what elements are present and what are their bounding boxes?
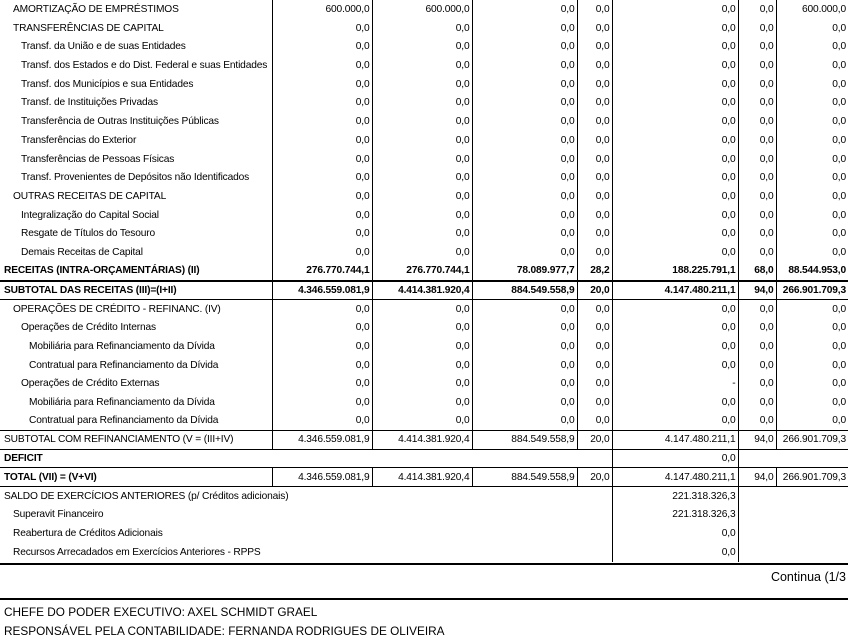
table-row bbox=[0, 56, 848, 75]
row-value: 884.549.558,9 bbox=[472, 281, 577, 300]
row-label: Transf. dos Estados e do Dist. Federal e suas Entidades bbox=[21, 60, 268, 72]
row-value: 0,0 bbox=[272, 94, 372, 113]
row-value: 0,0 bbox=[776, 187, 848, 206]
row-value: 0,0 bbox=[738, 150, 776, 169]
row-value: 0,0 bbox=[372, 356, 472, 375]
row-value: 0,0 bbox=[372, 374, 472, 393]
row-value: 0,0 bbox=[577, 393, 612, 412]
row-value: 0,0 bbox=[612, 393, 738, 412]
row-value: 0,0 bbox=[472, 225, 577, 244]
row-value: 4.147.480.211,1 bbox=[612, 281, 738, 300]
row-value: 0,0 bbox=[472, 0, 577, 19]
row-value: 0,0 bbox=[577, 243, 612, 262]
row-value: 0,0 bbox=[776, 412, 848, 431]
total-value: 884.549.558,9 bbox=[472, 468, 577, 487]
row-value: 0,0 bbox=[776, 19, 848, 38]
row-label: Operações de Crédito Externas bbox=[21, 378, 160, 390]
row-label: RECEITAS (INTRA-ORÇAMENTÁRIAS) (II) bbox=[4, 265, 200, 277]
row-value: 0,0 bbox=[272, 412, 372, 431]
row-value: 0,0 bbox=[372, 337, 472, 356]
row-label: OUTRAS RECEITAS DE CAPITAL bbox=[13, 191, 167, 203]
row-value: 0,0 bbox=[372, 19, 472, 38]
row-value: 0,0 bbox=[738, 37, 776, 56]
row-value: 88.544.953,0 bbox=[776, 262, 848, 281]
row-label: Transf. dos Municípios e sua Entidades bbox=[21, 78, 194, 90]
row-value: 0,0 bbox=[272, 168, 372, 187]
row-value: 0,0 bbox=[577, 300, 612, 319]
row-value: 94,0 bbox=[738, 431, 776, 450]
saldo-value: 221.318.326,3 bbox=[612, 505, 738, 524]
row-value: 0,0 bbox=[577, 37, 612, 56]
row-value: 0,0 bbox=[776, 393, 848, 412]
executive-chief-signature: CHEFE DO PODER EXECUTIVO: AXEL SCHMIDT GRAEL bbox=[4, 605, 318, 619]
row-value: 0,0 bbox=[612, 75, 738, 94]
row-value: 0,0 bbox=[738, 356, 776, 375]
row-value: 0,0 bbox=[612, 19, 738, 38]
row-value: 0,0 bbox=[372, 187, 472, 206]
row-value: 0,0 bbox=[472, 412, 577, 431]
row-value: 4.414.381.920,4 bbox=[372, 431, 472, 450]
row-label: TRANSFERÊNCIAS DE CAPITAL bbox=[13, 22, 164, 34]
row-value: 0,0 bbox=[776, 337, 848, 356]
row-value: 0,0 bbox=[738, 318, 776, 337]
row-value: 0,0 bbox=[472, 19, 577, 38]
accounting-responsible-signature: RESPONSÁVEL PELA CONTABILIDADE: FERNANDA RODRIGUES DE OLIVEIRA bbox=[4, 624, 445, 638]
row-value: 4.147.480.211,1 bbox=[612, 431, 738, 450]
row-value: 0,0 bbox=[372, 56, 472, 75]
row-value: 0,0 bbox=[372, 318, 472, 337]
row-value: 0,0 bbox=[738, 337, 776, 356]
row-value: 0,0 bbox=[612, 0, 738, 19]
row-value: 0,0 bbox=[612, 206, 738, 225]
row-value: 266.901.709,3 bbox=[776, 431, 848, 450]
row-value: 0,0 bbox=[272, 56, 372, 75]
row-value: 0,0 bbox=[577, 75, 612, 94]
row-value: 0,0 bbox=[577, 168, 612, 187]
row-value: 0,0 bbox=[272, 318, 372, 337]
row-value: 0,0 bbox=[272, 187, 372, 206]
row-label: Transf. da União e de suas Entidades bbox=[21, 41, 186, 53]
row-value: 0,0 bbox=[738, 131, 776, 150]
empty-cell bbox=[738, 543, 848, 562]
row-value: 0,0 bbox=[272, 225, 372, 244]
row-value: 0,0 bbox=[272, 243, 372, 262]
row-value: 0,0 bbox=[372, 225, 472, 244]
row-value: 0,0 bbox=[272, 206, 372, 225]
row-value: 0,0 bbox=[372, 75, 472, 94]
row-value: 0,0 bbox=[612, 37, 738, 56]
row-value: 0,0 bbox=[372, 94, 472, 113]
table-row bbox=[0, 37, 848, 56]
row-label: Resgate de Títulos do Tesouro bbox=[21, 228, 156, 240]
row-value: 884.549.558,9 bbox=[472, 431, 577, 450]
saldo-value: 0,0 bbox=[612, 543, 738, 562]
row-value: 0,0 bbox=[738, 0, 776, 19]
row-value: 0,0 bbox=[776, 243, 848, 262]
table-row bbox=[0, 281, 848, 300]
row-value: 94,0 bbox=[738, 281, 776, 300]
row-value: 0,0 bbox=[612, 225, 738, 244]
row-value: 0,0 bbox=[577, 337, 612, 356]
row-value: 0,0 bbox=[776, 131, 848, 150]
row-label: Transferências de Pessoas Físicas bbox=[21, 153, 175, 165]
table-row bbox=[0, 374, 848, 393]
row-value: 0,0 bbox=[472, 337, 577, 356]
row-label: Mobiliária para Refinanciamento da Dívida bbox=[29, 340, 215, 352]
row-value: 0,0 bbox=[612, 56, 738, 75]
row-value: 600.000,0 bbox=[776, 0, 848, 19]
row-value: 0,0 bbox=[776, 168, 848, 187]
saldo-row bbox=[0, 505, 848, 524]
row-value: 0,0 bbox=[272, 131, 372, 150]
row-value: 0,0 bbox=[738, 243, 776, 262]
row-value: 0,0 bbox=[612, 168, 738, 187]
deficit-row bbox=[0, 449, 848, 468]
table-row bbox=[0, 0, 848, 19]
row-label: SUBTOTAL COM REFINANCIAMENTO (V = (III+IV) bbox=[0, 431, 272, 450]
row-value: 0,0 bbox=[472, 94, 577, 113]
row-value: 0,0 bbox=[272, 393, 372, 412]
table-row bbox=[0, 75, 848, 94]
row-value: 0,0 bbox=[577, 374, 612, 393]
row-value: 0,0 bbox=[577, 187, 612, 206]
row-value: 0,0 bbox=[612, 318, 738, 337]
row-value: 0,0 bbox=[612, 94, 738, 113]
saldo-row bbox=[0, 487, 848, 506]
table-row bbox=[0, 150, 848, 169]
row-value: 0,0 bbox=[577, 356, 612, 375]
row-value: 0,0 bbox=[472, 75, 577, 94]
table-row bbox=[0, 112, 848, 131]
row-value: 0,0 bbox=[577, 412, 612, 431]
row-value: 0,0 bbox=[272, 374, 372, 393]
row-value: 0,0 bbox=[577, 94, 612, 113]
row-value: 0,0 bbox=[577, 19, 612, 38]
row-value: 0,0 bbox=[272, 337, 372, 356]
row-label: Transferências do Exterior bbox=[21, 134, 137, 146]
row-value: 0,0 bbox=[577, 56, 612, 75]
row-value: 0,0 bbox=[372, 206, 472, 225]
empty-cell bbox=[738, 524, 848, 543]
table-bottom-rule bbox=[0, 563, 848, 565]
row-value: 0,0 bbox=[738, 393, 776, 412]
row-value: 0,0 bbox=[738, 19, 776, 38]
row-value: 0,0 bbox=[738, 225, 776, 244]
saldo-row bbox=[0, 524, 848, 543]
row-value: 0,0 bbox=[738, 168, 776, 187]
row-value: 0,0 bbox=[372, 168, 472, 187]
row-value: 0,0 bbox=[612, 337, 738, 356]
row-value: 0,0 bbox=[472, 37, 577, 56]
row-value: 0,0 bbox=[612, 356, 738, 375]
row-value: 0,0 bbox=[738, 75, 776, 94]
row-value: 4.414.381.920,4 bbox=[372, 281, 472, 300]
row-value: 0,0 bbox=[272, 112, 372, 131]
row-value: 0,0 bbox=[577, 206, 612, 225]
row-label: Integralização do Capital Social bbox=[21, 209, 159, 221]
table-row bbox=[0, 393, 848, 412]
table-row bbox=[0, 19, 848, 38]
row-value: 0,0 bbox=[472, 206, 577, 225]
row-value: 0,0 bbox=[372, 150, 472, 169]
row-value: 0,0 bbox=[612, 300, 738, 319]
row-value: 0,0 bbox=[372, 243, 472, 262]
row-value: 0,0 bbox=[472, 56, 577, 75]
row-value: 0,0 bbox=[776, 37, 848, 56]
total-value: 266.901.709,3 bbox=[776, 468, 848, 487]
deficit-value: 0,0 bbox=[612, 449, 738, 468]
row-value: 0,0 bbox=[272, 150, 372, 169]
row-value: 0,0 bbox=[372, 412, 472, 431]
row-value: 0,0 bbox=[612, 112, 738, 131]
row-value: 0,0 bbox=[372, 393, 472, 412]
row-value: 276.770.744,1 bbox=[372, 262, 472, 281]
table-row bbox=[0, 262, 848, 281]
row-value: 0,0 bbox=[372, 37, 472, 56]
row-label: Operações de Crédito Internas bbox=[21, 322, 156, 334]
row-value: 0,0 bbox=[776, 75, 848, 94]
table-row bbox=[0, 131, 848, 150]
row-value: 600.000,0 bbox=[272, 0, 372, 19]
row-value: 0,0 bbox=[612, 187, 738, 206]
row-value: 0,0 bbox=[776, 112, 848, 131]
row-value: 20,0 bbox=[577, 281, 612, 300]
saldo-label: SALDO DE EXERCÍCIOS ANTERIORES (p/ Créditos adicionais) bbox=[4, 490, 289, 502]
table-row bbox=[0, 94, 848, 113]
table-row bbox=[0, 356, 848, 375]
row-value: 0,0 bbox=[577, 150, 612, 169]
row-value: 0,0 bbox=[776, 374, 848, 393]
empty-cell bbox=[738, 449, 848, 468]
row-value: 0,0 bbox=[577, 225, 612, 244]
row-label: Contratual para Refinanciamento da Dívida bbox=[29, 359, 219, 371]
total-label: TOTAL (VII) = (V+VI) bbox=[0, 468, 272, 487]
total-value: 4.346.559.081,9 bbox=[272, 468, 372, 487]
row-value: 0,0 bbox=[472, 131, 577, 150]
row-value: 0,0 bbox=[738, 187, 776, 206]
row-value: 0,0 bbox=[372, 112, 472, 131]
table-row bbox=[0, 412, 848, 431]
table-row bbox=[0, 187, 848, 206]
row-value: 0,0 bbox=[472, 318, 577, 337]
row-label: Transf. de Instituições Privadas bbox=[21, 97, 158, 109]
row-label: Contratual para Refinanciamento da Dívida bbox=[29, 415, 219, 427]
table-row bbox=[0, 243, 848, 262]
row-value: 68,0 bbox=[738, 262, 776, 281]
row-value: 0,0 bbox=[776, 300, 848, 319]
row-value: 600.000,0 bbox=[372, 0, 472, 19]
empty-cell bbox=[738, 505, 848, 524]
table-row bbox=[0, 318, 848, 337]
row-value: 0,0 bbox=[776, 94, 848, 113]
row-value: 20,0 bbox=[577, 431, 612, 450]
saldo-label: Reabertura de Créditos Adicionais bbox=[13, 527, 163, 539]
row-value: 0,0 bbox=[577, 0, 612, 19]
row-value: 0,0 bbox=[776, 150, 848, 169]
row-value: 188.225.791,1 bbox=[612, 262, 738, 281]
row-value: 0,0 bbox=[738, 112, 776, 131]
table-row bbox=[0, 337, 848, 356]
row-value: 0,0 bbox=[738, 300, 776, 319]
row-value: 0,0 bbox=[738, 56, 776, 75]
row-value: 266.901.709,3 bbox=[776, 281, 848, 300]
row-value: 0,0 bbox=[612, 150, 738, 169]
saldo-row bbox=[0, 543, 848, 562]
row-label: Mobiliária para Refinanciamento da Dívida bbox=[29, 396, 215, 408]
row-value: 0,0 bbox=[272, 356, 372, 375]
saldo-value: 0,0 bbox=[612, 524, 738, 543]
table-row bbox=[0, 168, 848, 187]
row-label: Transferência de Outras Instituições Públicas bbox=[21, 116, 219, 128]
empty-cell bbox=[738, 487, 848, 506]
row-value: 0,0 bbox=[738, 374, 776, 393]
row-value: 0,0 bbox=[776, 356, 848, 375]
total-value: 94,0 bbox=[738, 468, 776, 487]
row-value: 0,0 bbox=[472, 374, 577, 393]
row-value: 0,0 bbox=[472, 150, 577, 169]
row-value: 28,2 bbox=[577, 262, 612, 281]
saldo-value: 221.318.326,3 bbox=[612, 487, 738, 506]
row-value: 0,0 bbox=[577, 131, 612, 150]
row-value: 0,0 bbox=[372, 300, 472, 319]
row-value: 0,0 bbox=[472, 393, 577, 412]
row-value: 0,0 bbox=[577, 318, 612, 337]
row-value: 0,0 bbox=[738, 412, 776, 431]
continued-note: Continua (1/3 bbox=[770, 570, 846, 584]
row-value: 0,0 bbox=[612, 131, 738, 150]
total-row bbox=[0, 468, 848, 487]
row-value: 0,0 bbox=[272, 19, 372, 38]
deficit-label: DEFICIT bbox=[0, 449, 612, 468]
table-row bbox=[0, 206, 848, 225]
row-value: 0,0 bbox=[738, 206, 776, 225]
row-label: SUBTOTAL DAS RECEITAS (III)=(I+II) bbox=[0, 281, 272, 300]
total-value: 20,0 bbox=[577, 468, 612, 487]
row-value: 0,0 bbox=[472, 112, 577, 131]
row-value: 0,0 bbox=[472, 356, 577, 375]
row-value: 0,0 bbox=[472, 243, 577, 262]
row-value: 0,0 bbox=[612, 243, 738, 262]
row-value: - bbox=[612, 374, 738, 393]
row-value: 0,0 bbox=[776, 56, 848, 75]
row-value: 0,0 bbox=[372, 131, 472, 150]
row-label: AMORTIZAÇÃO DE EMPRÉSTIMOS bbox=[13, 3, 179, 15]
total-value: 4.414.381.920,4 bbox=[372, 468, 472, 487]
table-row bbox=[0, 225, 848, 244]
row-value: 4.346.559.081,9 bbox=[272, 281, 372, 300]
row-value: 0,0 bbox=[776, 225, 848, 244]
row-label: Transf. Provenientes de Depósitos não Identificados bbox=[21, 172, 250, 184]
row-value: 0,0 bbox=[612, 412, 738, 431]
row-value: 4.346.559.081,9 bbox=[272, 431, 372, 450]
signature-rule bbox=[0, 598, 848, 600]
table-row bbox=[0, 431, 848, 450]
row-value: 78.089.977,7 bbox=[472, 262, 577, 281]
row-value: 0,0 bbox=[272, 75, 372, 94]
row-value: 0,0 bbox=[472, 300, 577, 319]
row-value: 276.770.744,1 bbox=[272, 262, 372, 281]
row-value: 0,0 bbox=[472, 168, 577, 187]
row-value: 0,0 bbox=[776, 206, 848, 225]
row-label: OPERAÇÕES DE CRÉDITO - REFINANC. (IV) bbox=[0, 300, 272, 319]
row-value: 0,0 bbox=[272, 37, 372, 56]
row-value: 0,0 bbox=[472, 187, 577, 206]
row-label: Demais Receitas de Capital bbox=[21, 247, 143, 259]
row-value: 0,0 bbox=[776, 318, 848, 337]
row-value: 0,0 bbox=[738, 94, 776, 113]
row-value: 0,0 bbox=[577, 112, 612, 131]
row-value: 0,0 bbox=[272, 300, 372, 319]
table-row bbox=[0, 300, 848, 319]
total-value: 4.147.480.211,1 bbox=[612, 468, 738, 487]
saldo-label: Superavit Financeiro bbox=[13, 509, 104, 521]
saldo-label: Recursos Arrecadados em Exercícios Anteriores - RPPS bbox=[13, 546, 261, 558]
